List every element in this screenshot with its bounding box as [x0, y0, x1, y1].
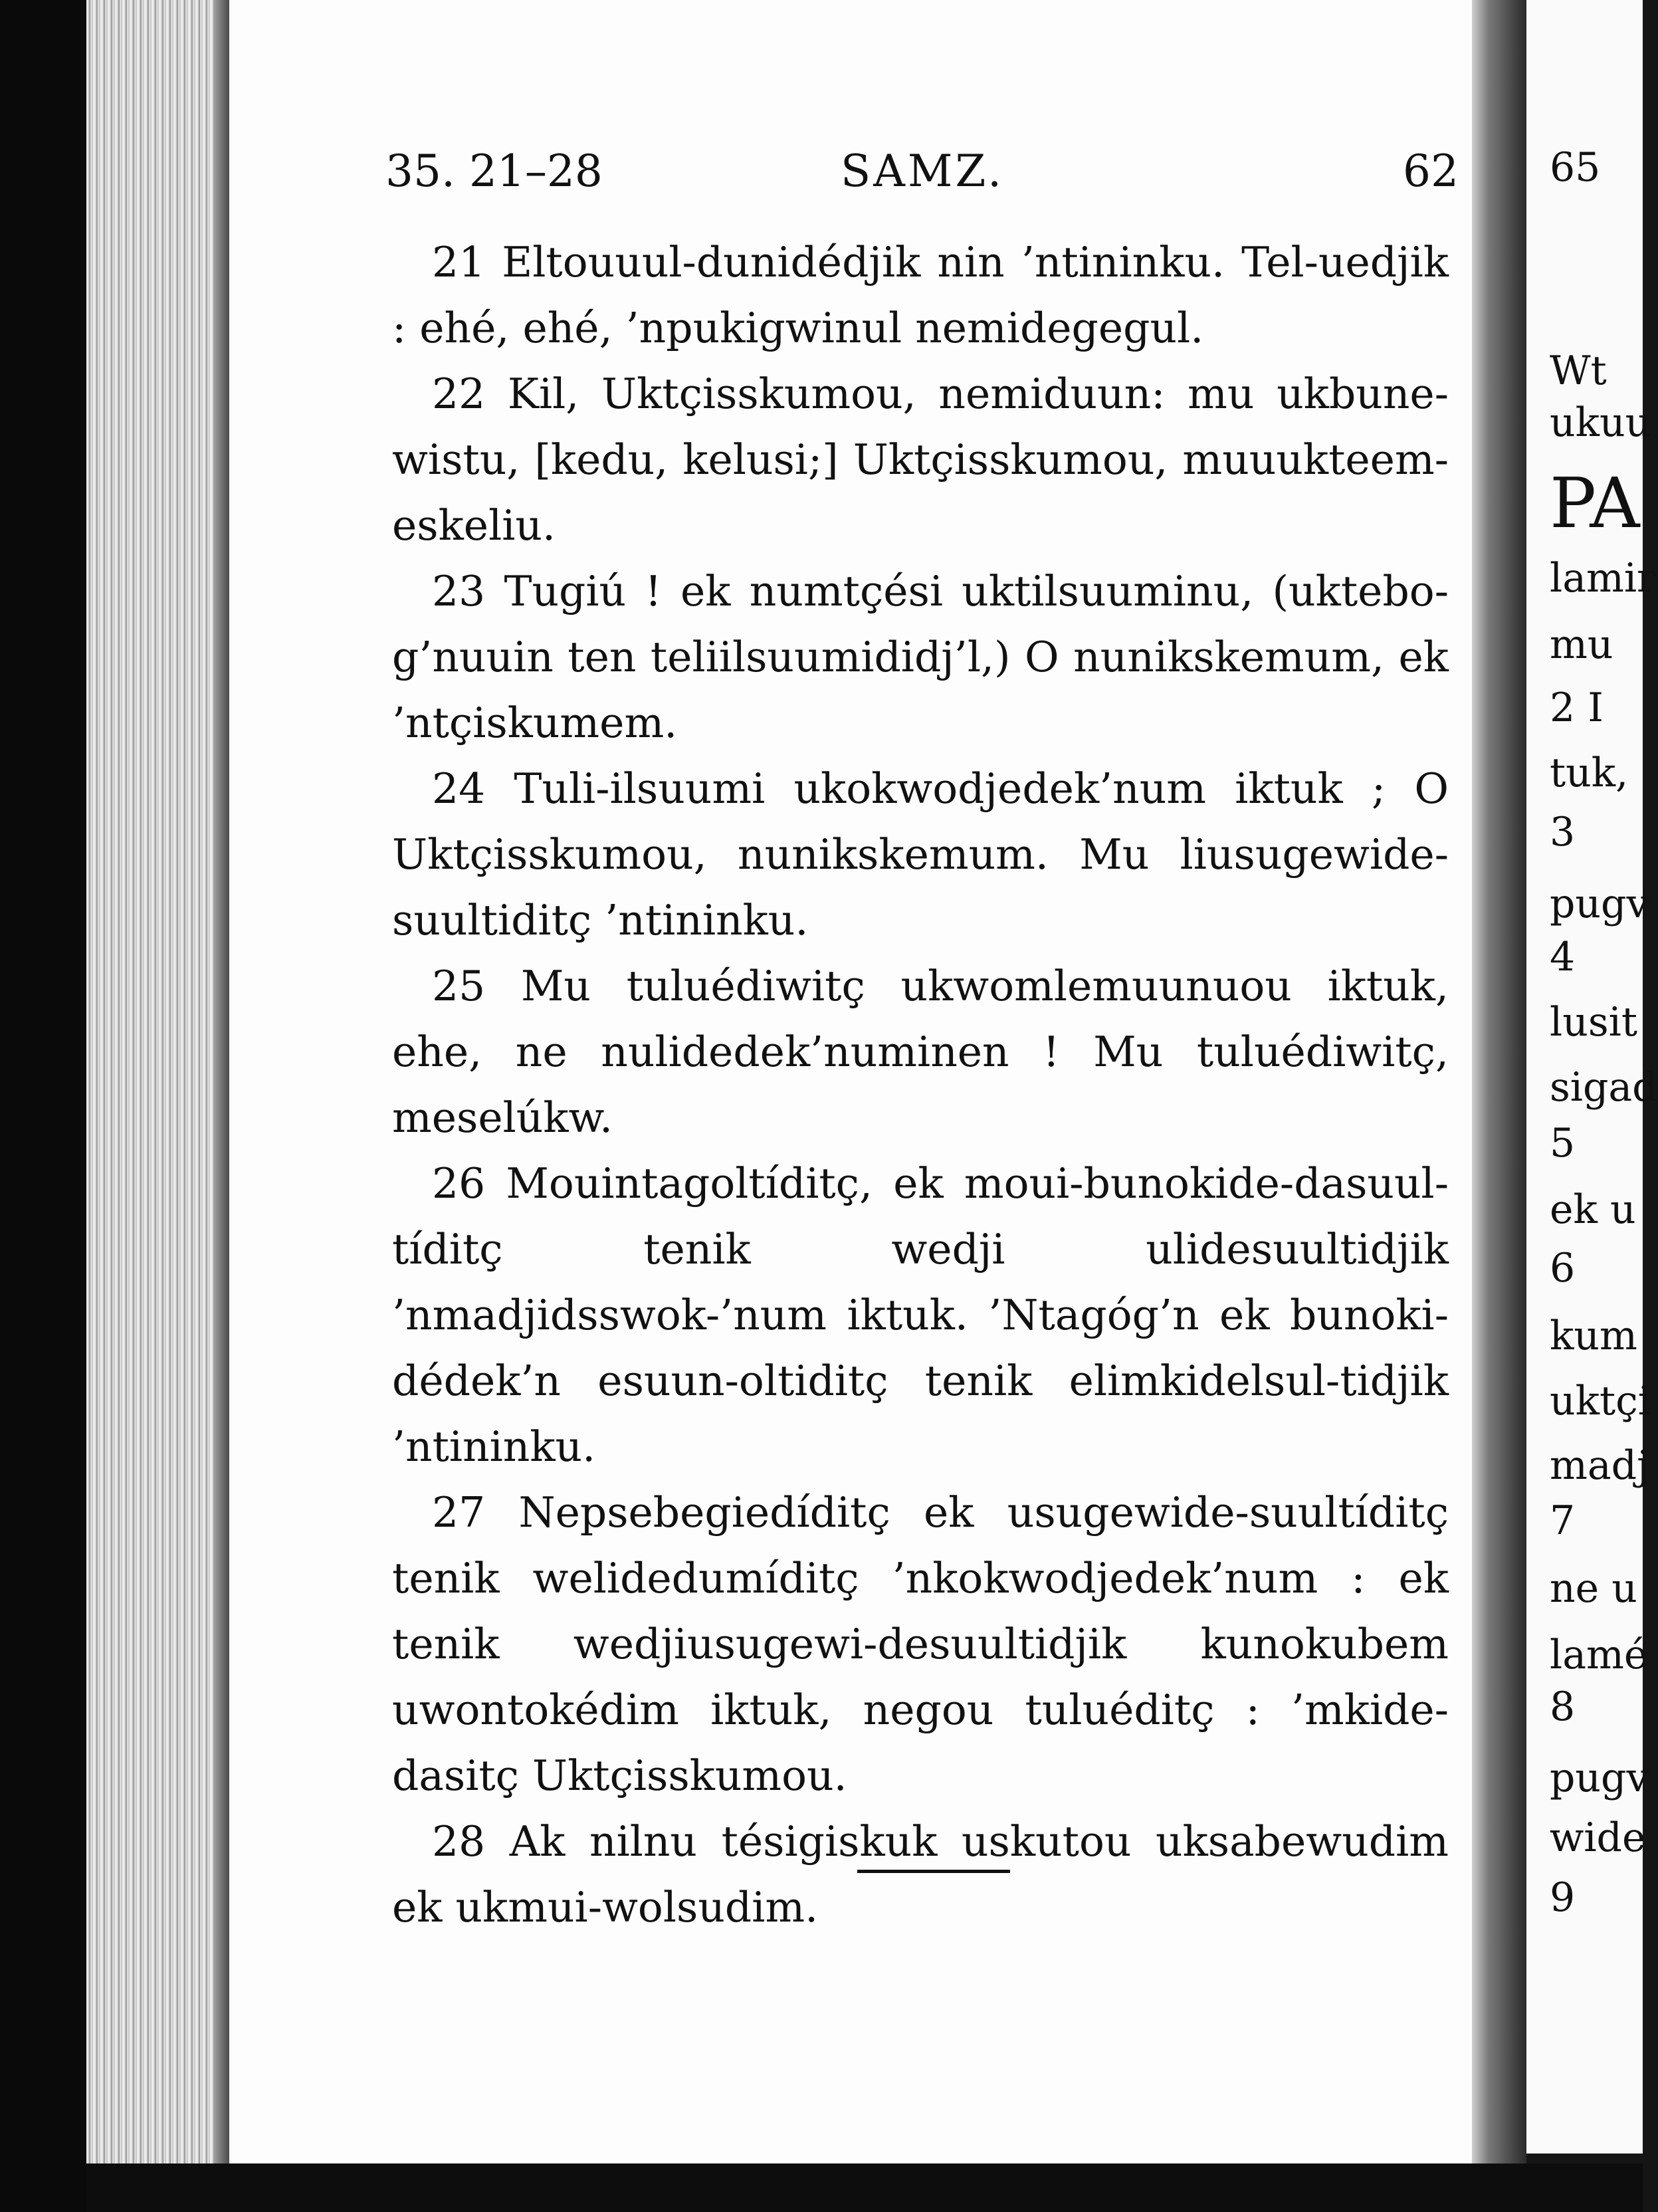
next-page-fragment: lusit	[1550, 999, 1637, 1046]
running-head-verse-range: 35. 21–28	[385, 146, 603, 197]
verse-24: 24 Tuli-ilsuumi ukokwodjedek’num iktuk ; O Uktçisskumou, nunikskemum. Mu liusugewide-suultiditç ’ntininku.	[392, 764, 1449, 944]
next-page-fragment: Wt	[1550, 348, 1607, 394]
next-page-fragment: 9	[1550, 1874, 1576, 1921]
next-page-number: 65	[1550, 144, 1601, 191]
verse-text-block	[392, 229, 1449, 1940]
next-page-fragment: sigad	[1550, 1064, 1658, 1111]
next-page-fragment: lamé	[1550, 1632, 1648, 1678]
book-page-right-fragment	[1526, 0, 1658, 2154]
next-page-fragment: madj	[1550, 1442, 1649, 1489]
next-page-fragment: 6	[1550, 1245, 1576, 1291]
page-number: 62	[1403, 146, 1459, 197]
next-page-fragment: 7	[1550, 1497, 1576, 1544]
verse-21: 21 Eltouuul-dunidédjik nin ’ntininku. Tel-uedjik : ehé, ehé, ’npukigwinul nemidegegul.	[392, 238, 1449, 352]
verse-27: 27 Nepsebegiedíditç ek usugewide-suultíditç tenik welidedumíditç ’nkokwodjedek’num : ek tenik wedjiusugewi-desuultidjik kunokubem uwontokédim iktuk, negou tuluéditç : ’mkide-dasitç Uktçisskumou.	[392, 1488, 1449, 1800]
next-page-fragment: uktçi	[1550, 1378, 1651, 1424]
scan-bottom-margin	[86, 2163, 1643, 2212]
next-page-fragment: PA	[1550, 463, 1640, 544]
scan-left-margin	[0, 0, 86, 2212]
next-page-fragment: pugv	[1550, 881, 1649, 927]
next-page-fragment: wide	[1550, 1815, 1646, 1861]
next-page-fragment: 3	[1550, 809, 1576, 855]
next-page-fragment: ek u	[1550, 1186, 1636, 1233]
next-page-fragment: pugv	[1550, 1755, 1649, 1801]
next-page-fragment: ukuu	[1550, 399, 1651, 446]
verse-22: 22 Kil, Uktçisskumou, nemiduun: mu ukbune-wistu, [kedu, kelusi;] Uktçisskumou, muuukteem-eskeliu.	[392, 370, 1449, 550]
verse-25: 25 Mu tuluédiwitç ukwomlemuunuou iktuk, ehe, ne nulidedek’numinen ! Mu tuluédiwitç, meselúkw.	[392, 962, 1449, 1142]
next-page-fragment: ne u	[1550, 1565, 1637, 1612]
book-page-left	[229, 0, 1472, 2163]
book-gutter	[1472, 0, 1526, 2187]
next-page-fragment: 2 I	[1550, 685, 1604, 731]
next-page-fragment: tuk,	[1550, 750, 1629, 796]
next-page-fragment: 5	[1550, 1120, 1576, 1166]
next-page-fragment: mu	[1550, 621, 1613, 668]
next-page-fragment: 4	[1550, 934, 1576, 980]
next-page-fragment: kum	[1550, 1313, 1637, 1359]
verse-26: 26 Mouintagoltíditç, ek moui-bunokide-dasuul-tíditç tenik wedji ulidesuultidjik ’nmadjidsswok-’num iktuk. ’Ntagóg’n ek bunoki-dédek’n esuun-oltiditç tenik elimkidelsul-tidjik ’ntininku.	[392, 1159, 1449, 1471]
page-block-edge	[86, 0, 229, 2172]
verse-23: 23 Tugiú ! ek numtçési uktilsuuminu, (uktebo-g’nuuin ten teliilsuumididj’l,) O nunikskemum, ek ’ntçiskumem.	[392, 567, 1449, 747]
verse-28: 28 Ak nilnu tésigiskuk uskutou uksabewudim ek ukmui-wolsudim.	[392, 1817, 1449, 1932]
next-page-fragment: 8	[1550, 1684, 1576, 1730]
running-head-book-title: SAMZ.	[841, 146, 1005, 197]
chapter-end-rule	[857, 1870, 1010, 1873]
next-page-fragment: lamir	[1550, 555, 1656, 602]
